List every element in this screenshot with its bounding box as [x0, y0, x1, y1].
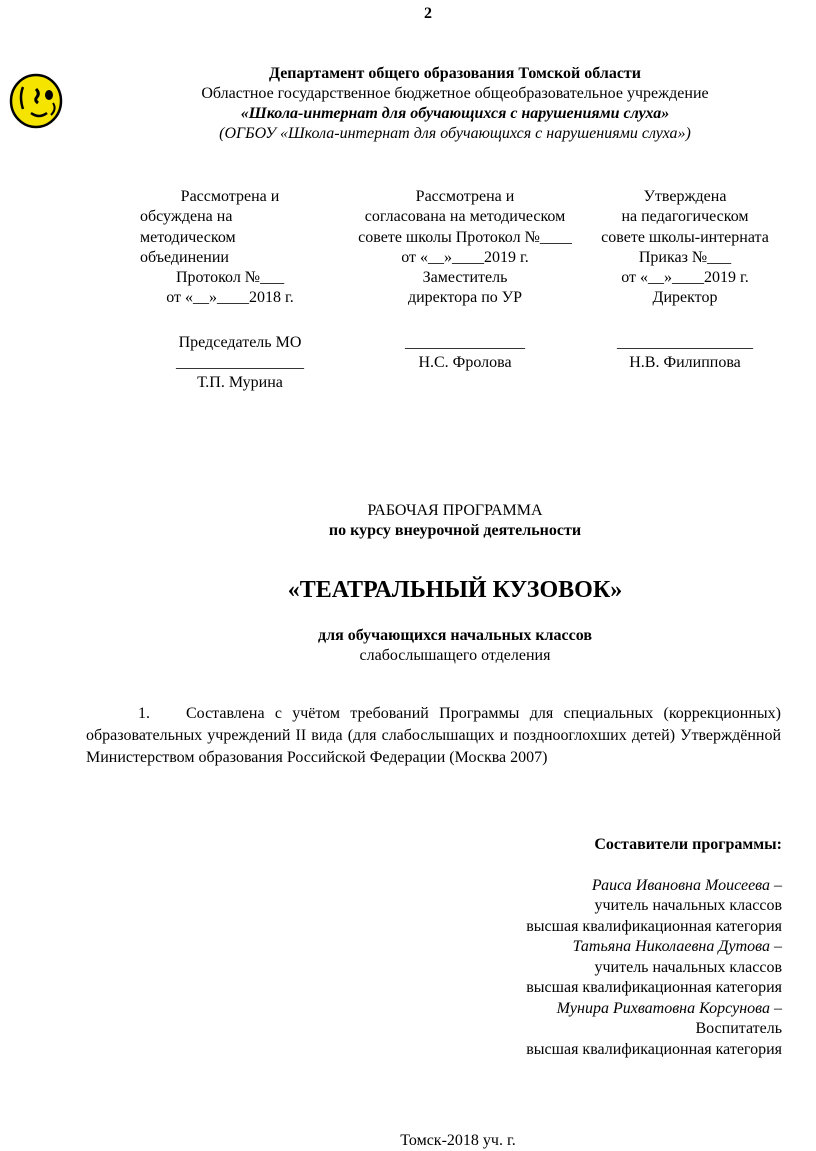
approval-line: Заместитель — [422, 269, 508, 287]
school-abbreviation: (ОГБОУ «Школа-интернат для обучающихся с нарушениями слуха») — [219, 125, 691, 142]
approval-column-director — [580, 187, 790, 373]
course-title: «ТЕАТРАЛЬНЫЙ КУЗОВОК» — [287, 577, 623, 603]
compliance-paragraph — [86, 703, 781, 769]
authors-block — [380, 835, 782, 1060]
compliance-text: Составлена с учётом требований Программы для специальных (коррекционных) образовательных учреждений II вида (для слабослышащих и позднооглохших детей) Утверждённой Министерством образования Российской Федерации (Москва 2007) — [86, 705, 781, 766]
approval-line: методическом — [140, 228, 236, 246]
author-name: Раиса Ивановна Моисеева — [591, 876, 770, 894]
approval-line: от «__»____2018 г. — [166, 289, 294, 307]
author-dash: – — [770, 876, 782, 894]
approval-line: Приказ №___ — [638, 248, 732, 266]
approval-line: Рассмотрена и — [180, 188, 280, 205]
approval-line: Рассмотрена и — [415, 188, 515, 205]
approval-column-mo — [140, 187, 340, 394]
approval-line: на педагогическом — [621, 208, 749, 226]
approval-line: совете школы-интерната — [601, 228, 769, 246]
approval-line: Директор — [652, 289, 718, 307]
list-number: 1. — [138, 705, 150, 722]
approval-line: обсуждена на — [140, 208, 233, 226]
audience-department: слабослышащего отделения — [359, 647, 551, 664]
signature-line: ________________ — [176, 354, 304, 372]
approval-line: от «__»____2019 г. — [401, 248, 529, 266]
author-position: Воспитатель — [695, 1020, 782, 1037]
author-dash: – — [770, 999, 782, 1017]
program-heading — [140, 501, 770, 541]
approval-line: согласована на методическом — [364, 208, 566, 226]
page-number: 2 — [424, 5, 432, 22]
program-subtitle: по курсу внеурочной деятельности — [328, 522, 582, 539]
department-name: Департамент общего образования Томской области — [268, 65, 642, 82]
author-category: высшая квалификационная категория — [526, 1040, 782, 1058]
school-logo — [9, 73, 63, 129]
author-name-line — [380, 876, 782, 897]
authors-heading: Составители программы: — [594, 836, 782, 853]
footer-city-year: Томск-2018 уч. г. — [400, 1132, 516, 1149]
approval-line: от «__»____2019 г. — [621, 269, 749, 287]
approval-line: Утверждена — [643, 188, 727, 205]
author-category: высшая квалификационная категория — [526, 979, 782, 996]
approval-role: Председатель МО — [178, 333, 302, 351]
author-category: высшая квалификационная категория — [526, 917, 782, 935]
institution-name: Областное государственное бюджетное общеобразовательное учреждение — [201, 85, 709, 102]
signer-name: Н.В. Филиппова — [629, 354, 741, 372]
author-name: Мунира Рихватовна Корсунова — [556, 999, 770, 1017]
audience — [140, 626, 770, 666]
author-dash: – — [770, 938, 782, 955]
author-name-line — [380, 999, 782, 1020]
signer-name: Т.П. Мурина — [197, 374, 283, 392]
approval-column-council — [325, 187, 605, 373]
approval-line: директора по УР — [407, 289, 523, 307]
author-position: учитель начальных классов — [594, 958, 782, 976]
signer-name: Н.С. Фролова — [418, 354, 512, 372]
author-position: учитель начальных классов — [594, 897, 782, 914]
approval-line: совете школы Протокол №____ — [358, 228, 572, 246]
header — [140, 64, 770, 144]
audience-line: для обучающихся начальных классов — [318, 627, 592, 644]
signature-line: _________________ — [617, 333, 753, 351]
program-label: РАБОЧАЯ ПРОГРАММА — [367, 502, 543, 519]
author-name-line — [380, 937, 782, 958]
signature-line: _______________ — [405, 333, 525, 351]
approval-line: объединении — [140, 248, 229, 266]
school-name: «Школа-интернат для обучающихся с нарушениями слуха» — [240, 105, 670, 122]
author-name: Татьяна Николаевна Дутова — [572, 938, 770, 955]
approval-line: Протокол №___ — [175, 269, 285, 287]
